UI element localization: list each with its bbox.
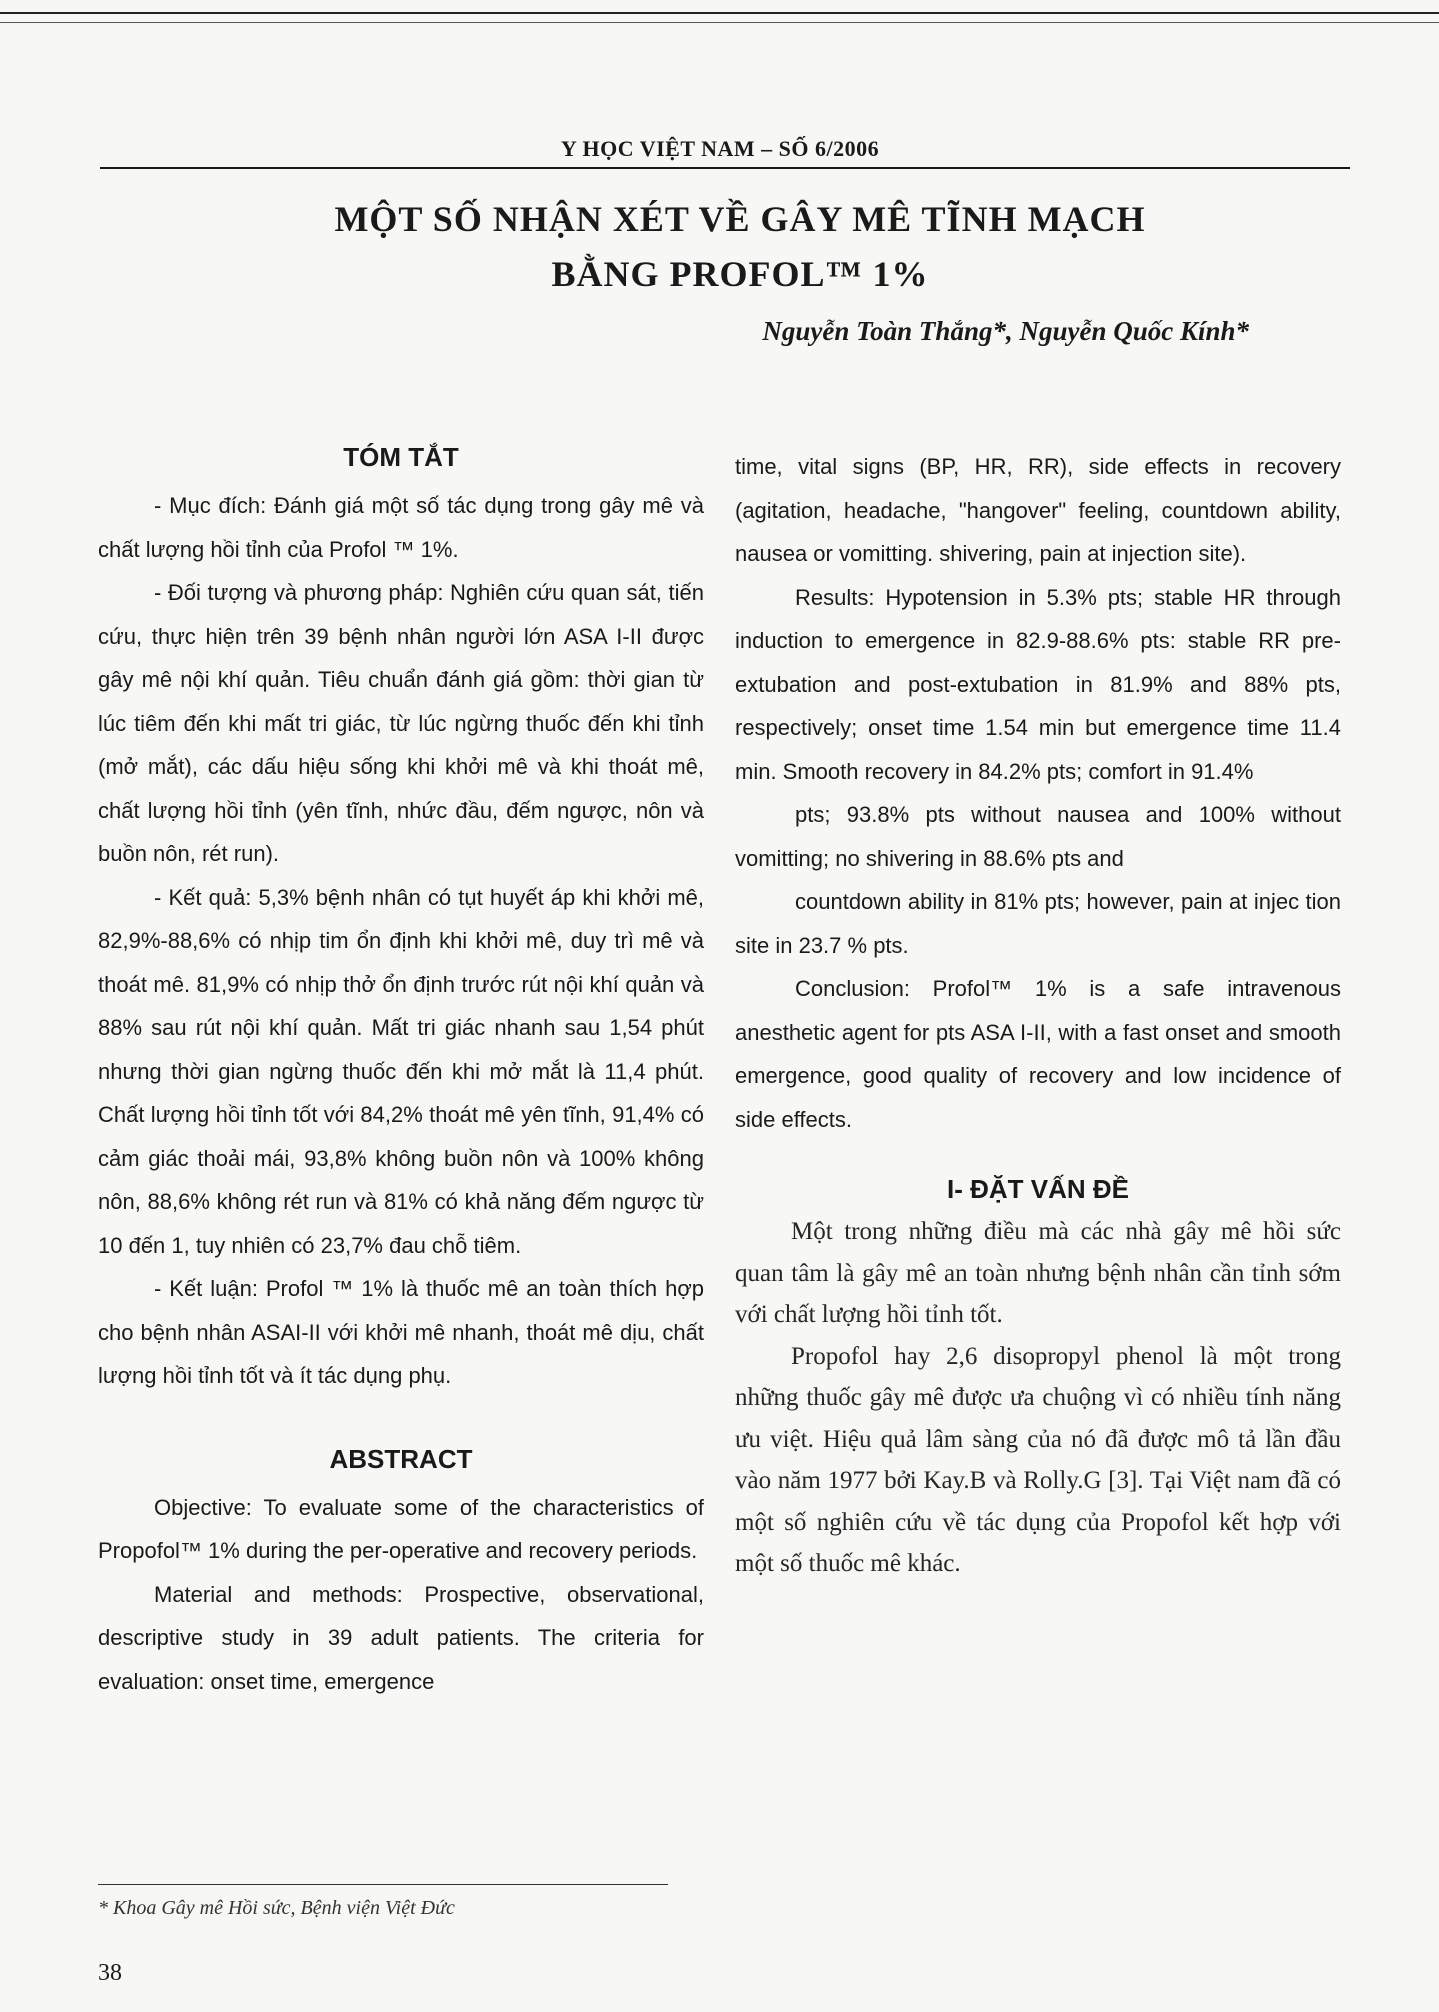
intro-paragraph-1: Một trong những điều mà các nhà gây mê hồi sức quan tâm là gây mê an toàn nhưng bệnh nhân cần tỉnh sớm với chất lượng hồi tỉnh tốt. bbox=[735, 1218, 1341, 1328]
abstract-heading: ABSTRACT bbox=[329, 1443, 473, 1474]
footnote-rule bbox=[98, 1884, 668, 1885]
abstract-results-3: countdown ability in 81% pts; however, pain at injec tion site in 23.7 % pts. bbox=[735, 889, 1341, 958]
footnote-affiliation: * Khoa Gây mê Hồi sức, Bệnh viện Việt Đức bbox=[98, 1897, 455, 1919]
journal-header: Y HỌC VIỆT NAM – SỐ 6/2006 bbox=[560, 136, 880, 161]
abstract-methods-part1: Material and methods: Prospective, observational, descriptive study in 39 adult patients. The criteria for evaluation: onset time, emergence bbox=[98, 1581, 704, 1694]
page-number: 38 bbox=[98, 1960, 122, 1986]
summary-conclusion: - Kết luận: Profol ™ 1% là thuốc mê an toàn thích hợp cho bệnh nhân ASAI-II với khởi mê nhanh, thoát mê dịu, chất lượng hồi tỉnh tốt và ít tác dụng phụ. bbox=[98, 1276, 704, 1388]
intro-heading: I- ĐẶT VẤN ĐỀ bbox=[947, 1174, 1129, 1204]
abstract-results-1: Results: Hypotension in 5.3% pts; stable HR through induction to emergence in 82.9-88.6% pts: stable RR pre-extubation and post-extubation in 81.9% and 88% pts, respectively; onset time 1.54 min but emergence time 11.4 min. Smooth recovery in 84.2% pts; comfort in 91.4% bbox=[735, 584, 1341, 784]
abstract-methods-part2: time, vital signs (BP, HR, RR), side effects in recovery (agitation, headache, "hangover" feeling, countdown ability, nausea or vomitting. shivering, pain at injection site). bbox=[735, 454, 1341, 566]
article-title-line-1: MỘT SỐ NHẬN XÉT VỀ GÂY MÊ TĨNH MẠCH bbox=[334, 199, 1146, 239]
intro-paragraph-2: Propofol hay 2,6 disopropyl phenol là một trong những thuốc gây mê được ưa chuộng vì có nhiều tính năng ưu việt. Hiệu quả lâm sàng của nó đã được mô tả lần đầu vào năm 1977 bởi Kay.B và Rolly.G [3]. Tại Việt nam đã có một số nghiên cứu về tác dụng của Propofol kết hợp với một số thuốc mê khác. bbox=[735, 1342, 1341, 1577]
top-border-line-thin bbox=[0, 22, 1439, 23]
abstract-objective: Objective: To evaluate some of the characteristics of Propofol™ 1% during the per-operative and recovery periods. bbox=[98, 1494, 704, 1563]
abstract-results-2: pts; 93.8% pts without nausea and 100% without vomitting; no shivering in 88.6% pts and bbox=[735, 802, 1341, 871]
header-rule bbox=[100, 167, 1350, 169]
left-column bbox=[98, 440, 704, 1703]
top-border-line bbox=[0, 12, 1439, 14]
article-title-line-2: BẰNG PROFOL™ 1% bbox=[551, 254, 929, 294]
summary-purpose: - Mục đích: Đánh giá một số tác dụng trong gây mê và chất lượng hồi tỉnh của Profol ™ 1%. bbox=[98, 493, 704, 562]
summary-results: - Kết quả: 5,3% bệnh nhân có tụt huyết áp khi khởi mê, 82,9%-88,6% có nhịp tim ổn định khi khởi mê, duy trì mê và thoát mê. 81,9% có nhịp thở ổn định trước rút nội khí quản và 88% sau rút nội khí quản. Mất tri giác nhanh sau 1,54 phút nhưng thời gian ngừng thuốc đến khi mở mắt là 11,4 phút. Chất lượng hồi tỉnh tốt với 84,2% thoát mê yên tĩnh, 91,4% có cảm giác thoải mái, 93,8% không buồn nôn và 100% không nôn, 88,6% không rét run và 81% có khả năng đếm ngược từ 10 đến 1, tuy nhiên có 23,7% đau chỗ tiêm. bbox=[98, 884, 704, 1258]
summary-heading: TÓM TẮT bbox=[343, 442, 459, 472]
summary-methods: - Đối tượng và phương pháp: Nghiên cứu quan sát, tiến cứu, thực hiện trên 39 bệnh nhân người lớn ASA I-II được gây mê nội khí quản. Tiêu chuẩn đánh giá gồm: thời gian từ lúc tiêm đến khi mất tri giác, từ lúc ngừng thuốc đến khi tỉnh (mở mắt), các dấu hiệu sống khi khởi mê và khi thoát mê, chất lượng hồi tỉnh (yên tĩnh, nhức đầu, đếm ngược, nôn và buồn nôn, rét run). bbox=[98, 580, 704, 866]
right-column bbox=[735, 445, 1341, 1585]
article-authors: Nguyễn Toàn Thắng*, Nguyễn Quốc Kính* bbox=[762, 316, 1249, 346]
section-gap bbox=[98, 1398, 704, 1442]
abstract-conclusion: Conclusion: Profol™ 1% is a safe intravenous anesthetic agent for pts ASA I-II, with a fast onset and smooth emergence, good quality of recovery and low incidence of side effects. bbox=[735, 976, 1341, 1132]
